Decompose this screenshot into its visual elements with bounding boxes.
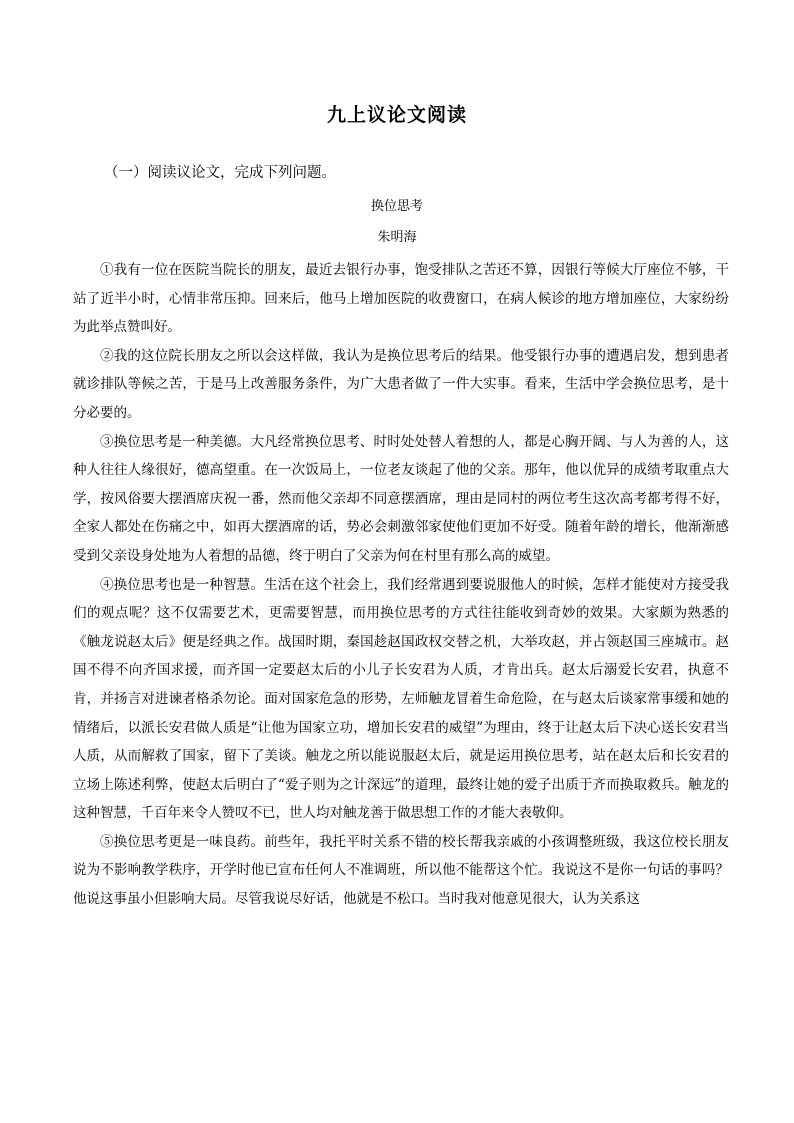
paragraph-1: ①我有一位在医院当院长的朋友，最近去银行办事，饱受排队之苦还不算，因银行等候大厅座位不够，干站了近半小时，心情非常压抑。回来后，他马上增加医院的收费窗口，在病人候诊的地方增加座位，大家纷纷为此举点赞叫好。 [73, 262, 729, 336]
article-body [73, 256, 729, 914]
article-author: 朱明海 [377, 230, 417, 245]
paragraph-5: ⑤换位思考更是一味良药。前些年，我托平时关系不错的校长帮我亲戚的小孩调整班级，我这位校长朋友说为不影响教学秩序，开学时他已宣布任何人不准调班，所以他不能帮这个忙。我说这不是你一句话的事吗？他说这事虽小但影响大局。尽管我说尽好话，他就是不松口。当时我对他意见很大，认为关系这 [73, 833, 729, 908]
paragraph-4: ④换位思考也是一种智慧。生活在这个社会上，我们经常遇到要说服他人的时候，怎样才能使对方接受我们的观点呢？这不仅需要艺术，更需要智慧，而用换位思考的方式往往能收到奇妙的效果。大家颇为熟悉的《触龙说赵太后》便是经典之作。战国时期，秦国趁赵国政权交替之机，大举攻赵，并占领赵国三座城市。赵国不得不向齐国求援，而齐国一定要赵太后的小儿子长安君为人质，才肯出兵。赵太后溺爱长安君，执意不肯，并扬言对进谏者格杀勿论。面对国家危急的形势，左师触龙冒着生命危险，在与赵太后谈家常事缓和她的情绪后，以派长安君做人质是“让他为国家立功，增加长安君的威望”为理由，终于让赵太后下决心送长安君当人质，从而解救了国家，留下了美谈。触龙之所以能说服赵太后，就是运用换位思考，站在赵太后和长安君的立场上陈述利弊，使赵太后明白了“爱子则为之计深远”的道理，最终让她的爱子出质于齐而换取救兵。触龙的这种智慧，千百年来令人赞叹不已，世人均对触龙善于做思想工作的才能大表敬仰。 [73, 576, 729, 822]
section-heading: （一）阅读议论文，完成下列问题。 [104, 165, 336, 181]
paragraph-2: ②我的这位院长朋友之所以会这样做，我认为是换位思考后的结果。他受银行办事的遭遇启发，想到患者就诊排队等候之苦，于是马上改善服务条件，为广大患者做了一件大实事。看来，生活中学会换位思考，是十分必要的。 [73, 347, 729, 421]
page-title: 九上议论文阅读 [326, 104, 467, 126]
article-title: 换位思考 [370, 199, 423, 214]
paragraph-3: ③换位思考是一种美德。大凡经常换位思考、时时处处替人着想的人，都是心胸开阔、与人为善的人，这种人往往人缘很好，德高望重。在一次饭局上，一位老友谈起了他的父亲。那年，他以优异的成绩考取重点大学，按风俗要大摆酒席庆祝一番，然而他父亲却不同意摆酒席，理由是同村的两位考生这次高考都考得不好，全家人都处在伤痛之中，如再大摆酒席的话，势必会刺激邻家使他们更加不好受。随着年龄的增长，他渐渐感受到父亲设身处地为人着想的品德，终于明白了父亲为何在村里有那么高的威望。 [73, 433, 729, 564]
